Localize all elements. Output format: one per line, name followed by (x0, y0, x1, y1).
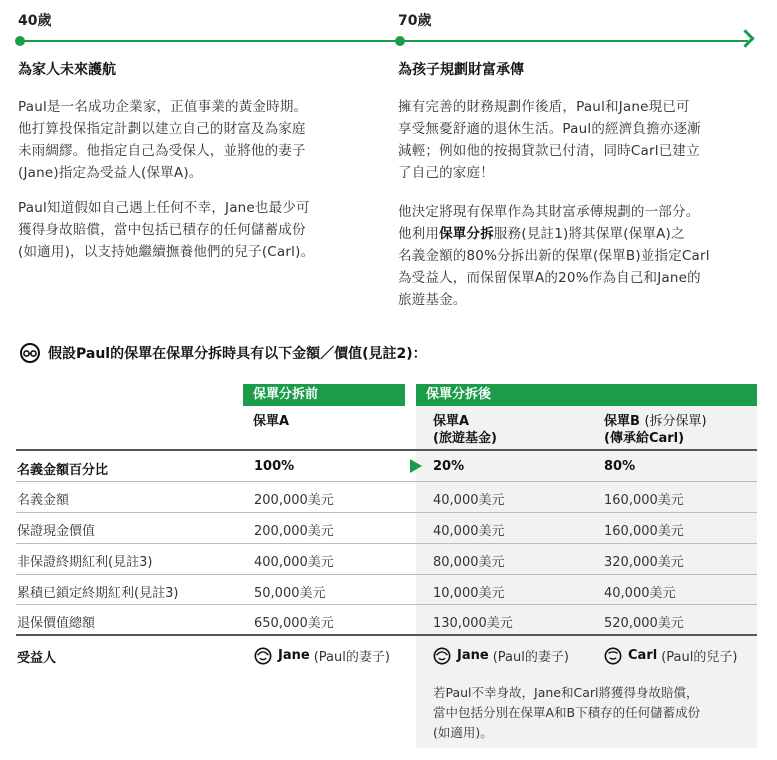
man-face-icon (604, 647, 622, 665)
row-label: 名義金額 (17, 493, 70, 508)
timeline-dot-40 (15, 36, 25, 46)
timeline-arrow-icon (736, 29, 754, 47)
age-70-label: 70歲 (398, 13, 432, 29)
cell-before: 200,000美元 (254, 493, 334, 508)
cell-b: 160,000美元 (604, 524, 684, 539)
right-paragraph-2: 他決定將現有保單作為其財富承傳規劃的一部分。 他利用保單分拆服務(見註1)將其保單(保單A)之 名義金額的80%分拆出新的保單(保單B)並指定Carl 為受益人，而保留保單A的20%作為自己和Jane的 旅遊基金。 (398, 204, 710, 308)
cell-a: 40,000美元 (433, 524, 505, 539)
row-divider (16, 512, 757, 513)
age-40-label: 40歲 (18, 13, 52, 29)
after-split-header: 保單分拆後 (416, 384, 757, 406)
section-title: 假設Paul的保單在保單分拆時具有以下金額／價值(見註2)： (20, 343, 427, 363)
cell-a: 40,000美元 (433, 493, 505, 508)
table-header-divider (16, 449, 757, 451)
cell-before: 50,000美元 (254, 586, 326, 601)
row-divider (16, 481, 757, 482)
cell-b: 40,000美元 (604, 586, 676, 601)
cell-b: 320,000美元 (604, 555, 684, 570)
left-paragraph-1: Paul是一名成功企業家，正值事業的黃金時期。 他打算投保指定計劃以建立自己的財富及為家庭 未雨綢繆。他指定自己為受保人，並將他的妻子 (Jane)指定為受益人(保單A)。 (18, 99, 308, 181)
cell-before: 100% (254, 459, 295, 474)
row-label: 名義金額百分比 (17, 463, 109, 478)
row-divider (16, 574, 757, 575)
col-header-policy-a-after: 保單A (旅遊基金) (433, 414, 497, 446)
left-paragraph-2: Paul知道假如自己遇上任何不幸，Jane也最少可 獲得身故賠償，當中包括已積存的任何儲蓄成份 (如適用)，以支持她繼續撫養他們的兒子(Carl)。 (18, 200, 315, 260)
row-label: 保證現金價值 (17, 524, 96, 539)
row-divider (16, 604, 757, 605)
eyeglasses-icon (20, 343, 40, 363)
left-heading: 為家人未來護航 (18, 62, 116, 78)
cell-a: 10,000美元 (433, 586, 505, 601)
beneficiary-before: Jane (Paul的妻子) (254, 646, 390, 665)
play-arrow-icon (410, 459, 422, 473)
cell-b: 160,000美元 (604, 493, 684, 508)
cell-b: 520,000美元 (604, 616, 684, 631)
beneficiary-a: Jane (Paul的妻子) (433, 646, 569, 665)
timeline-line (20, 40, 748, 42)
col-header-policy-a-before: 保單A (253, 414, 290, 429)
timeline-dot-70 (395, 36, 405, 46)
death-benefit-note: 若Paul不幸身故，Jane和Carl將獲得身故賠償， 當中包括分別在保單A和B下積存的任何儲蓄成份 (如適用)。 (433, 685, 701, 740)
right-paragraph-1: 擁有完善的財務規劃作後盾，Paul和Jane現已可 享受無憂舒適的退休生活。Paul的經濟負擔亦逐漸 減輕；例如他的按揭貸款已付清，同時Carl已建立 了自己的家庭！ (398, 99, 701, 181)
before-split-header: 保單分拆前 (243, 384, 405, 406)
col-header-policy-b: 保單B (拆分保單) (傳承給Carl) (604, 414, 707, 446)
woman-face-icon (433, 647, 451, 665)
right-heading: 為孩子規劃財富承傳 (398, 62, 524, 78)
row-label: 累積已鎖定終期紅利(見註3) (17, 586, 179, 601)
cell-a: 130,000美元 (433, 616, 513, 631)
table-bottom-divider (16, 634, 757, 636)
row-divider (16, 543, 757, 544)
cell-a: 20% (433, 459, 465, 474)
beneficiary-label: 受益人 (17, 651, 57, 666)
cell-a: 80,000美元 (433, 555, 505, 570)
cell-before: 200,000美元 (254, 524, 334, 539)
policy-split-term: 保單分拆 (439, 226, 494, 242)
woman-face-icon (254, 647, 272, 665)
cell-before: 650,000美元 (254, 616, 334, 631)
beneficiary-b: Carl (Paul的兒子) (604, 646, 737, 665)
row-label: 非保證終期紅利(見註3) (17, 555, 153, 570)
cell-b: 80% (604, 459, 636, 474)
cell-before: 400,000美元 (254, 555, 334, 570)
row-label: 退保價值總額 (17, 616, 96, 631)
